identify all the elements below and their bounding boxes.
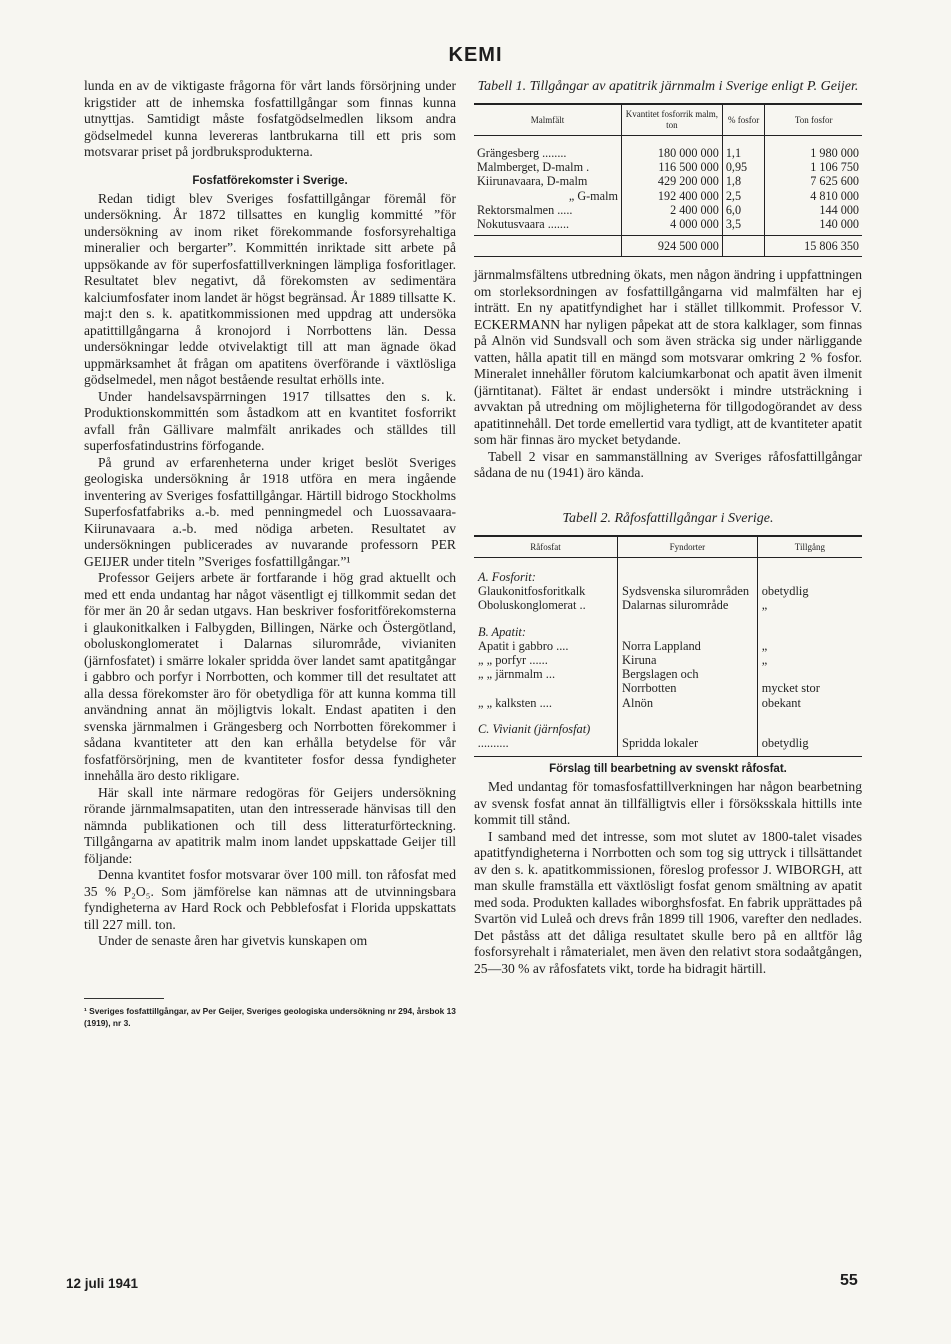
- table-cell: 2,5: [722, 189, 765, 203]
- table1: [474, 103, 862, 257]
- table-row: [474, 598, 862, 612]
- table1-caption: Tabell 1. Tillgångar av apatitrik järnmalm i Sverige enligt P. Geijer.: [477, 79, 859, 94]
- table2: [474, 535, 862, 757]
- table-cell: Dalarnas silurområde: [618, 598, 758, 612]
- table-row: [474, 584, 862, 598]
- table-header: Ton fosfor: [765, 104, 862, 136]
- table-header: Malmfält: [474, 104, 621, 136]
- table-cell: Malmberget, D-malm .: [474, 160, 621, 174]
- table-cell: 3,5: [722, 217, 765, 236]
- table-cell: 6,0: [722, 203, 765, 217]
- subheading: Fosfatförekomster i Sverige.: [192, 174, 348, 187]
- paragraph: lunda en av de viktigaste frågorna för vårt lands försörjning under krigstider att de inhemska fosfattillgångar som finnas kunna utnyttjas. Samtidigt måste fosfatgödselmedlen liksom andra gödselmedel kunna levereras lantbrukarna till ett pris som motsvarar priset på jordbruksprodukterna.: [84, 78, 456, 159]
- table-cell: Glaukonitfosforitkalk: [474, 584, 618, 598]
- table-cell: „ G-malm: [474, 189, 621, 203]
- table-cell: Kiirunavaara, D-malm: [474, 174, 621, 188]
- paragraph: I samband med det intresse, som mot slutet av 1800-talet visades apatitfyndigheterna i Norrbotten och som tog sig uttryck i tillsättandet av den s. k. apatitkommissionen, föreslog professor J. WIBORGH, att man skulle framställa ett växtlösligt fosfat genom smältning av apatit med soda. Produkten kallades wiborghsfosfat. En fabrik upprättades på Svartön vid Luleå och drevs från 1899 till 1906, varefter den nedlades. Det påståss att det dåliga resultatet skulle bero på en alltför låg fosforsyrehalt i råmaterialet, men även den relativt stora sodaåtgången, 25—30 % av råfosfatets vikt, torde ha bidragit härtill.: [474, 828, 862, 976]
- table-cell: obetydlig: [761, 735, 809, 750]
- table-row: [474, 203, 862, 217]
- table-row: [474, 639, 862, 653]
- table-row: [474, 189, 862, 203]
- table-cell: mycket stor: [761, 681, 820, 696]
- paragraph: Under de senaste åren har givetvis kunskapen om: [98, 933, 368, 948]
- paragraph: Här skall inte närmare redogöras för Geijers undersökning rörande järnmalmsapatiten, utan den intresserade hänvisas till den nämnda publikationen och till dess litteraturförteckning. Tillgångarna av apatitrik malm inom landet uppskattade Geijer till följande:: [84, 784, 456, 866]
- table-cell: 140 000: [819, 217, 859, 232]
- table-cell: 192 400 000: [621, 189, 722, 203]
- table-cell: 7 625 600: [810, 174, 859, 189]
- table-row: [474, 710, 862, 757]
- table-cell: 180 000 000: [621, 136, 722, 161]
- table-cell: Nokutusvaara .......: [474, 217, 621, 236]
- table-cell: 1,1: [722, 136, 765, 161]
- table-header: % fosfor: [722, 104, 765, 136]
- table-cell: „ „ järnmalm ...: [474, 667, 618, 695]
- paragraph: Tabell 2 visar en sammanställning av Sveriges råfosfattillgångar sådana de nu (1941) äro kända.: [474, 448, 862, 481]
- table-cell: obekant: [761, 695, 801, 710]
- table-cell: 0,95: [722, 160, 765, 174]
- footnote-divider: [84, 998, 164, 999]
- table-cell: Spridda lokaler: [618, 710, 758, 757]
- table-cell: 4 000 000: [621, 217, 722, 236]
- paragraph: Under handelsavspärrningen 1917 tillsattes den s. k. Produktionskommittén som åstadkom att en kvantitet fosforrikt avfall från Gällivare malmfält anrikades och ställdes till superfosfatindustrins förfogande.: [84, 388, 456, 453]
- table-cell: obetydlig: [761, 584, 809, 599]
- table-cell: Kiruna: [618, 653, 758, 667]
- table-cell: 1,8: [722, 174, 765, 188]
- table-cell: „: [761, 638, 768, 653]
- total-quantity: 924 500 000: [621, 236, 722, 257]
- group-label: B. Apatit:: [474, 613, 618, 639]
- group-label: A. Fosforit:: [474, 557, 618, 584]
- table-cell: „: [761, 598, 768, 613]
- table-cell: Norra Lappland: [618, 639, 758, 653]
- subheading: Förslag till bearbetning av svenskt råfosfat.: [549, 763, 787, 776]
- table-row: [474, 217, 862, 236]
- paragraph: Professor Geijers arbete är fortfarande i hög grad aktuellt och med ett enda undantag har något väsentligt ej tillkommit sedan det för mer än 20 år sedan utgavs. Han beskriver fosforitförekomsterna i glaukonitkalken i Falbygden, Billingen, Närke och Östergötland, oboluskonglomeratet i Dalarnas silurområde, vivianiten (järnfosfatet) i smärre lokaler spridda över landet samt apatitgångar i gabbro och porfyr i Norrbotten, och kommer till det resultatet att alla dessa förekomster äro för obetydliga för att kunna komma till användning annat än möjligtvis lokalt. Endast apatiten i den svenska järnmalmen i Grängesberg och Norrbotten förekommer i sådana kvantiteter att den kan erhålla betydelse för vår fosfatförsörjning, men de kvantiteter fosfor dessa fyndigheter innehålla äro desto rikligare.: [84, 570, 456, 783]
- table-cell: 429 200 000: [621, 174, 722, 188]
- table-cell: „ „ kalksten ....: [474, 696, 618, 710]
- left-column: [84, 78, 456, 1029]
- table-row: [474, 653, 862, 667]
- right-column: [474, 78, 862, 977]
- total-fosfor: 15 806 350: [765, 236, 862, 257]
- table-group-row: [474, 613, 862, 639]
- table-header: Råfosfat: [474, 536, 618, 558]
- page-number: 55: [840, 1272, 858, 1289]
- paragraph: På grund av erfarenheterna under kriget beslöt Sveriges geologiska undersökning år 1918 utföra en mera ingående inventering av Sveriges fosfattillgångar. Härtill bidrogo Stockholms Superfosfatfabriks a.-b. med penningmedel och Luossavaara-Kiirunavaara a.-b. med nödiga arbeten. Resultatet av undersökningen publicerades av nuvarande professorn PER GEIJER under titeln ”Sveriges fosfattillgångar.”¹: [84, 454, 456, 569]
- table-header: Kvantitet fosforrik malm, ton: [621, 104, 722, 136]
- paragraph: Redan tidigt blev Sveriges fosfattillgångar föremål för undersökning. År 1872 tillsattes en kunglig kommitté ”för undersökning av inom riket förekommande fosforsyrehaltiga mineralier och bergarter”. Kommittén inriktade sitt arbete på uppsökande av för superfosfattillverkningen lämpliga fosforitlager. Resultatet blev negativt, då förekomsten av sedimentära kalciumfosfater inom landet är högst begränsad. År 1889 tillsatte K. maj:t den s. k. apatitkommissionen med uppdrag att undersöka apatittillgångarna å kronojord i Norrbottens län. Dessa undersökningar ledde otvivelaktigt till att man ägnade ökad uppmärksamhet åt frågan om apatitens överförande i växtlösliga gödselmedel, men något bestående resultat erhölls inte.: [84, 190, 456, 387]
- footnote: ¹ Sveriges fosfattillgångar, av Per Geijer, Sveriges geologiska undersökning nr 294, årsbok 13 (1919), nr 3.: [84, 1005, 456, 1028]
- table2-caption: Tabell 2. Råfosfattillgångar i Sverige.: [562, 510, 774, 526]
- table-row: [474, 136, 862, 161]
- table-cell: 144 000: [819, 202, 859, 217]
- table-row: [474, 160, 862, 174]
- paragraph: Med undantag för tomasfosfattillverkningen har någon bearbetning av svensk fosfat annat än tillfälligtvis eller i försöksskala hittills inte kommit till stånd.: [474, 779, 862, 828]
- issue-date: 12 juli 1941: [66, 1276, 139, 1291]
- table-row: [474, 696, 862, 710]
- table-row: [474, 174, 862, 188]
- table-cell: Oboluskonglomerat ..: [474, 598, 618, 612]
- table-cell: Grängesberg ........: [474, 136, 621, 161]
- table-cell: 2 400 000: [621, 203, 722, 217]
- table-cell: 1 980 000: [810, 146, 859, 160]
- table-group-row: [474, 557, 862, 584]
- table-cell: „: [761, 652, 768, 667]
- table-cell: 1 106 750: [810, 160, 859, 175]
- table-cell: Bergslagen och Norrbotten: [618, 667, 758, 695]
- table-cell: Rektorsmalmen .....: [474, 203, 621, 217]
- table-cell: Apatit i gabbro ....: [474, 639, 618, 653]
- paragraph: Denna kvantitet fosfor motsvarar över 100 mill. ton råfosfat med 35 % P₂O₅. Som jämförelse kan nämnas att de utvinningsbara fyndigheterna av Hard Rock och Pebblefosfat i Florida uppskattats till 227 mill. ton.: [84, 867, 456, 932]
- table-cell: 116 500 000: [621, 160, 722, 174]
- table-cell: 4 810 000: [810, 188, 859, 203]
- table-cell: Sydsvenska silurområden: [618, 584, 758, 598]
- section-header: KEMI: [448, 44, 503, 66]
- table-cell: „ „ porfyr ......: [474, 653, 618, 667]
- table-row: [474, 667, 862, 695]
- table-cell: C. Vivianit (järnfosfat) ..........: [474, 710, 618, 757]
- paragraph: järnmalmsfältens utbredning ökats, men någon ändring i uppfattningen om storleksordningen av fosfattillgångarna vid malmfälten har ej inträtt. En ny apatitfyndighet har i stället tillkommit. Professor V. ECKERMANN har nyligen påpekat att de stora kalklager, som finnas på Alnön vid Sundsvall och som även sträcka sig under närliggande vatten, hålla apatit till en mängd som motsvarar omkring 2 % fosfor. Mineralet innehåller förutom kalciumkarbonat och apatit även ilmenit (järntitanat). Fältet är endast undersökt i mindre utsträckning i avvaktan på utredning om möjligheterna för tillgodogörandet av dess apatitinnehåll. Det torde emellertid vara tydligt, att de kvantiteter apatit som här finnas äro mycket betydande.: [474, 267, 862, 448]
- table-header: Fyndorter: [618, 536, 758, 558]
- table-header: Tillgång: [757, 536, 862, 558]
- table-total-row: [474, 236, 862, 257]
- table-cell: Alnön: [618, 696, 758, 710]
